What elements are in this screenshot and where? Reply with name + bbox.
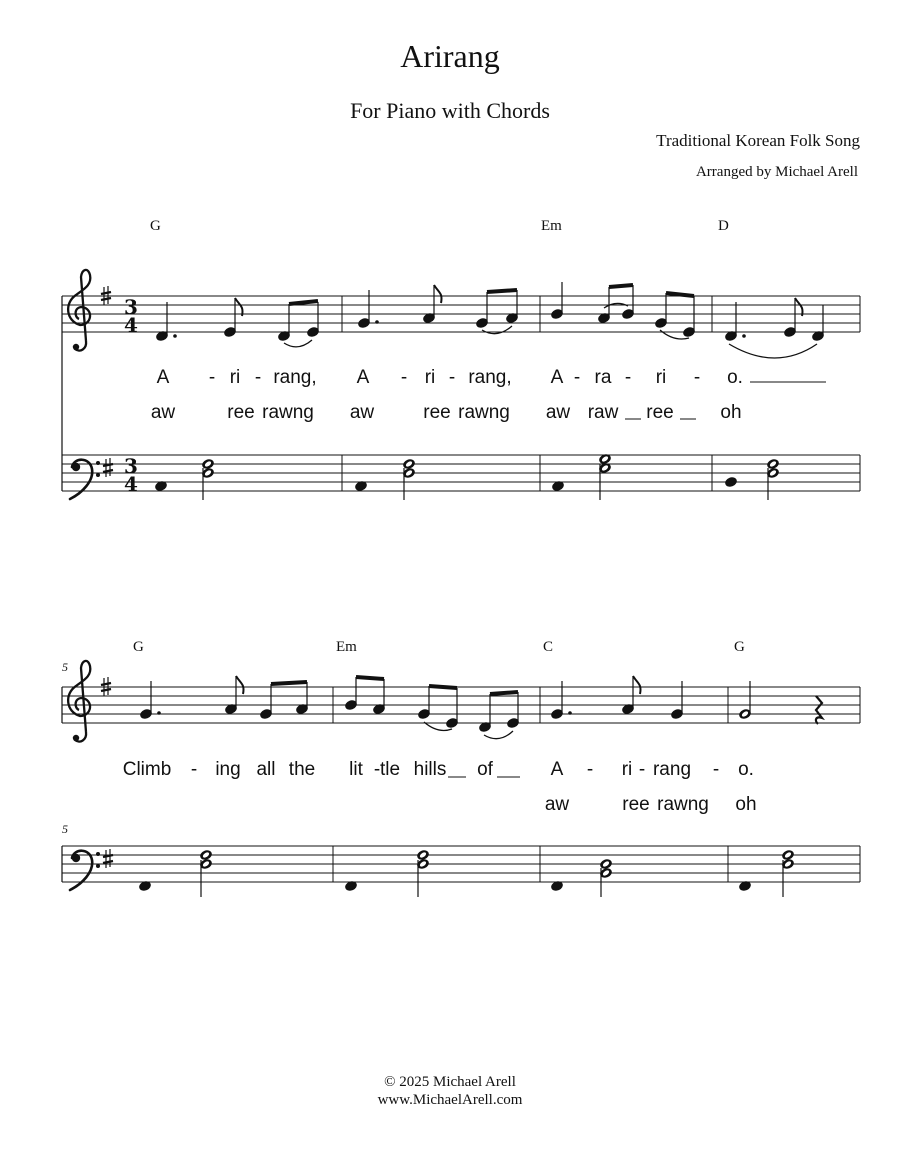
lyric-syllable: o. xyxy=(727,367,743,388)
lyric-syllable: of xyxy=(477,759,493,780)
lyric-syllable: hills xyxy=(413,759,447,780)
lyric-hyphen: - xyxy=(712,759,720,780)
system-2-treble-notes xyxy=(139,676,822,739)
svg-text:3: 3 xyxy=(124,295,138,319)
composer-credit: Traditional Korean Folk Song xyxy=(656,131,860,150)
lyric-syllable: ri xyxy=(424,367,436,388)
lyric-hyphen: - xyxy=(254,367,262,388)
lyric-syllable: rawng xyxy=(657,794,709,815)
lyric-syllable: oh xyxy=(735,794,757,815)
lyric-hyphen: - xyxy=(638,759,646,780)
lyric-syllable: rawng xyxy=(458,402,510,423)
lyric-syllable: aw xyxy=(349,402,375,423)
lyric-syllable: the xyxy=(288,759,316,780)
page-subtitle: For Piano with Chords xyxy=(350,98,550,123)
system-1-treble-staff xyxy=(62,296,860,332)
lyric-syllable: ing xyxy=(215,759,241,780)
chord-symbol: G xyxy=(150,218,161,234)
lyric-syllable: Climb xyxy=(122,759,172,780)
system-1-bass-staff xyxy=(62,455,860,491)
svg-text:3: 3 xyxy=(124,454,138,478)
lyric-syllable: tle xyxy=(379,759,401,780)
svg-text:4: 4 xyxy=(124,472,138,496)
measure-number: 5 xyxy=(62,660,68,674)
system-1-treble-notes xyxy=(155,282,825,358)
lyric-hyphen: - xyxy=(208,367,216,388)
system-2-bass-staff xyxy=(62,846,860,882)
lyric-syllable: ri xyxy=(621,759,633,780)
lyric-syllable: ree xyxy=(622,794,650,815)
system-1-bass-notes xyxy=(154,453,780,508)
bass-clef-icon xyxy=(70,460,100,499)
lyric-syllable: ree xyxy=(646,402,674,423)
lyric-hyphen: - xyxy=(373,759,381,780)
lyric-syllable: A xyxy=(356,367,370,388)
lyric-syllable: o. xyxy=(738,759,754,780)
chord-symbol: C xyxy=(543,639,554,655)
lyric-syllable: rang xyxy=(652,759,692,780)
lyric-syllable: raw xyxy=(587,402,619,423)
lyric-hyphen: - xyxy=(400,367,408,388)
copyright-notice: © 2025 Michael Arell xyxy=(384,1074,516,1090)
chord-symbol: Em xyxy=(336,639,357,655)
lyric-syllable: lit xyxy=(349,759,363,780)
lyric-hyphen: - xyxy=(693,367,701,388)
svg-text:4: 4 xyxy=(124,313,138,337)
arranger-credit: Arranged by Michael Arell xyxy=(695,164,858,180)
lyric-hyphen: - xyxy=(624,367,632,388)
chord-symbol: D xyxy=(718,218,729,234)
lyric-hyphen: - xyxy=(573,367,581,388)
lyric-syllable: A xyxy=(550,759,564,780)
page-title: Arirang xyxy=(400,38,500,74)
lyric-syllable: ri xyxy=(655,367,667,388)
lyric-syllable: ra xyxy=(594,367,612,388)
lyric-syllable: aw xyxy=(544,794,570,815)
lyric-hyphen: - xyxy=(190,759,198,780)
lyric-syllable: rawng xyxy=(262,402,314,423)
system-2-treble-staff xyxy=(62,687,860,723)
measure-number: 5 xyxy=(62,822,68,836)
lyric-syllable: all xyxy=(256,759,276,780)
lyric-hyphen: - xyxy=(448,367,456,388)
lyric-syllable: aw xyxy=(150,402,176,423)
chord-symbol: G xyxy=(133,639,144,655)
lyric-syllable: ree xyxy=(227,402,255,423)
treble-clef-icon xyxy=(68,270,90,351)
lyric-syllable: oh xyxy=(720,402,742,423)
lyric-syllable: ri xyxy=(229,367,241,388)
chord-symbol: Em xyxy=(541,218,562,234)
lyric-syllable: A xyxy=(550,367,564,388)
lyric-syllable: A xyxy=(156,367,170,388)
lyric-hyphen: - xyxy=(586,759,594,780)
website-link: www.MichaelArell.com xyxy=(377,1092,523,1108)
lyric-syllable: aw xyxy=(545,402,571,423)
chord-symbol: G xyxy=(734,639,745,655)
lyric-syllable: rang, xyxy=(468,367,512,388)
lyric-syllable: rang, xyxy=(273,367,317,388)
lyric-syllable: ree xyxy=(423,402,451,423)
